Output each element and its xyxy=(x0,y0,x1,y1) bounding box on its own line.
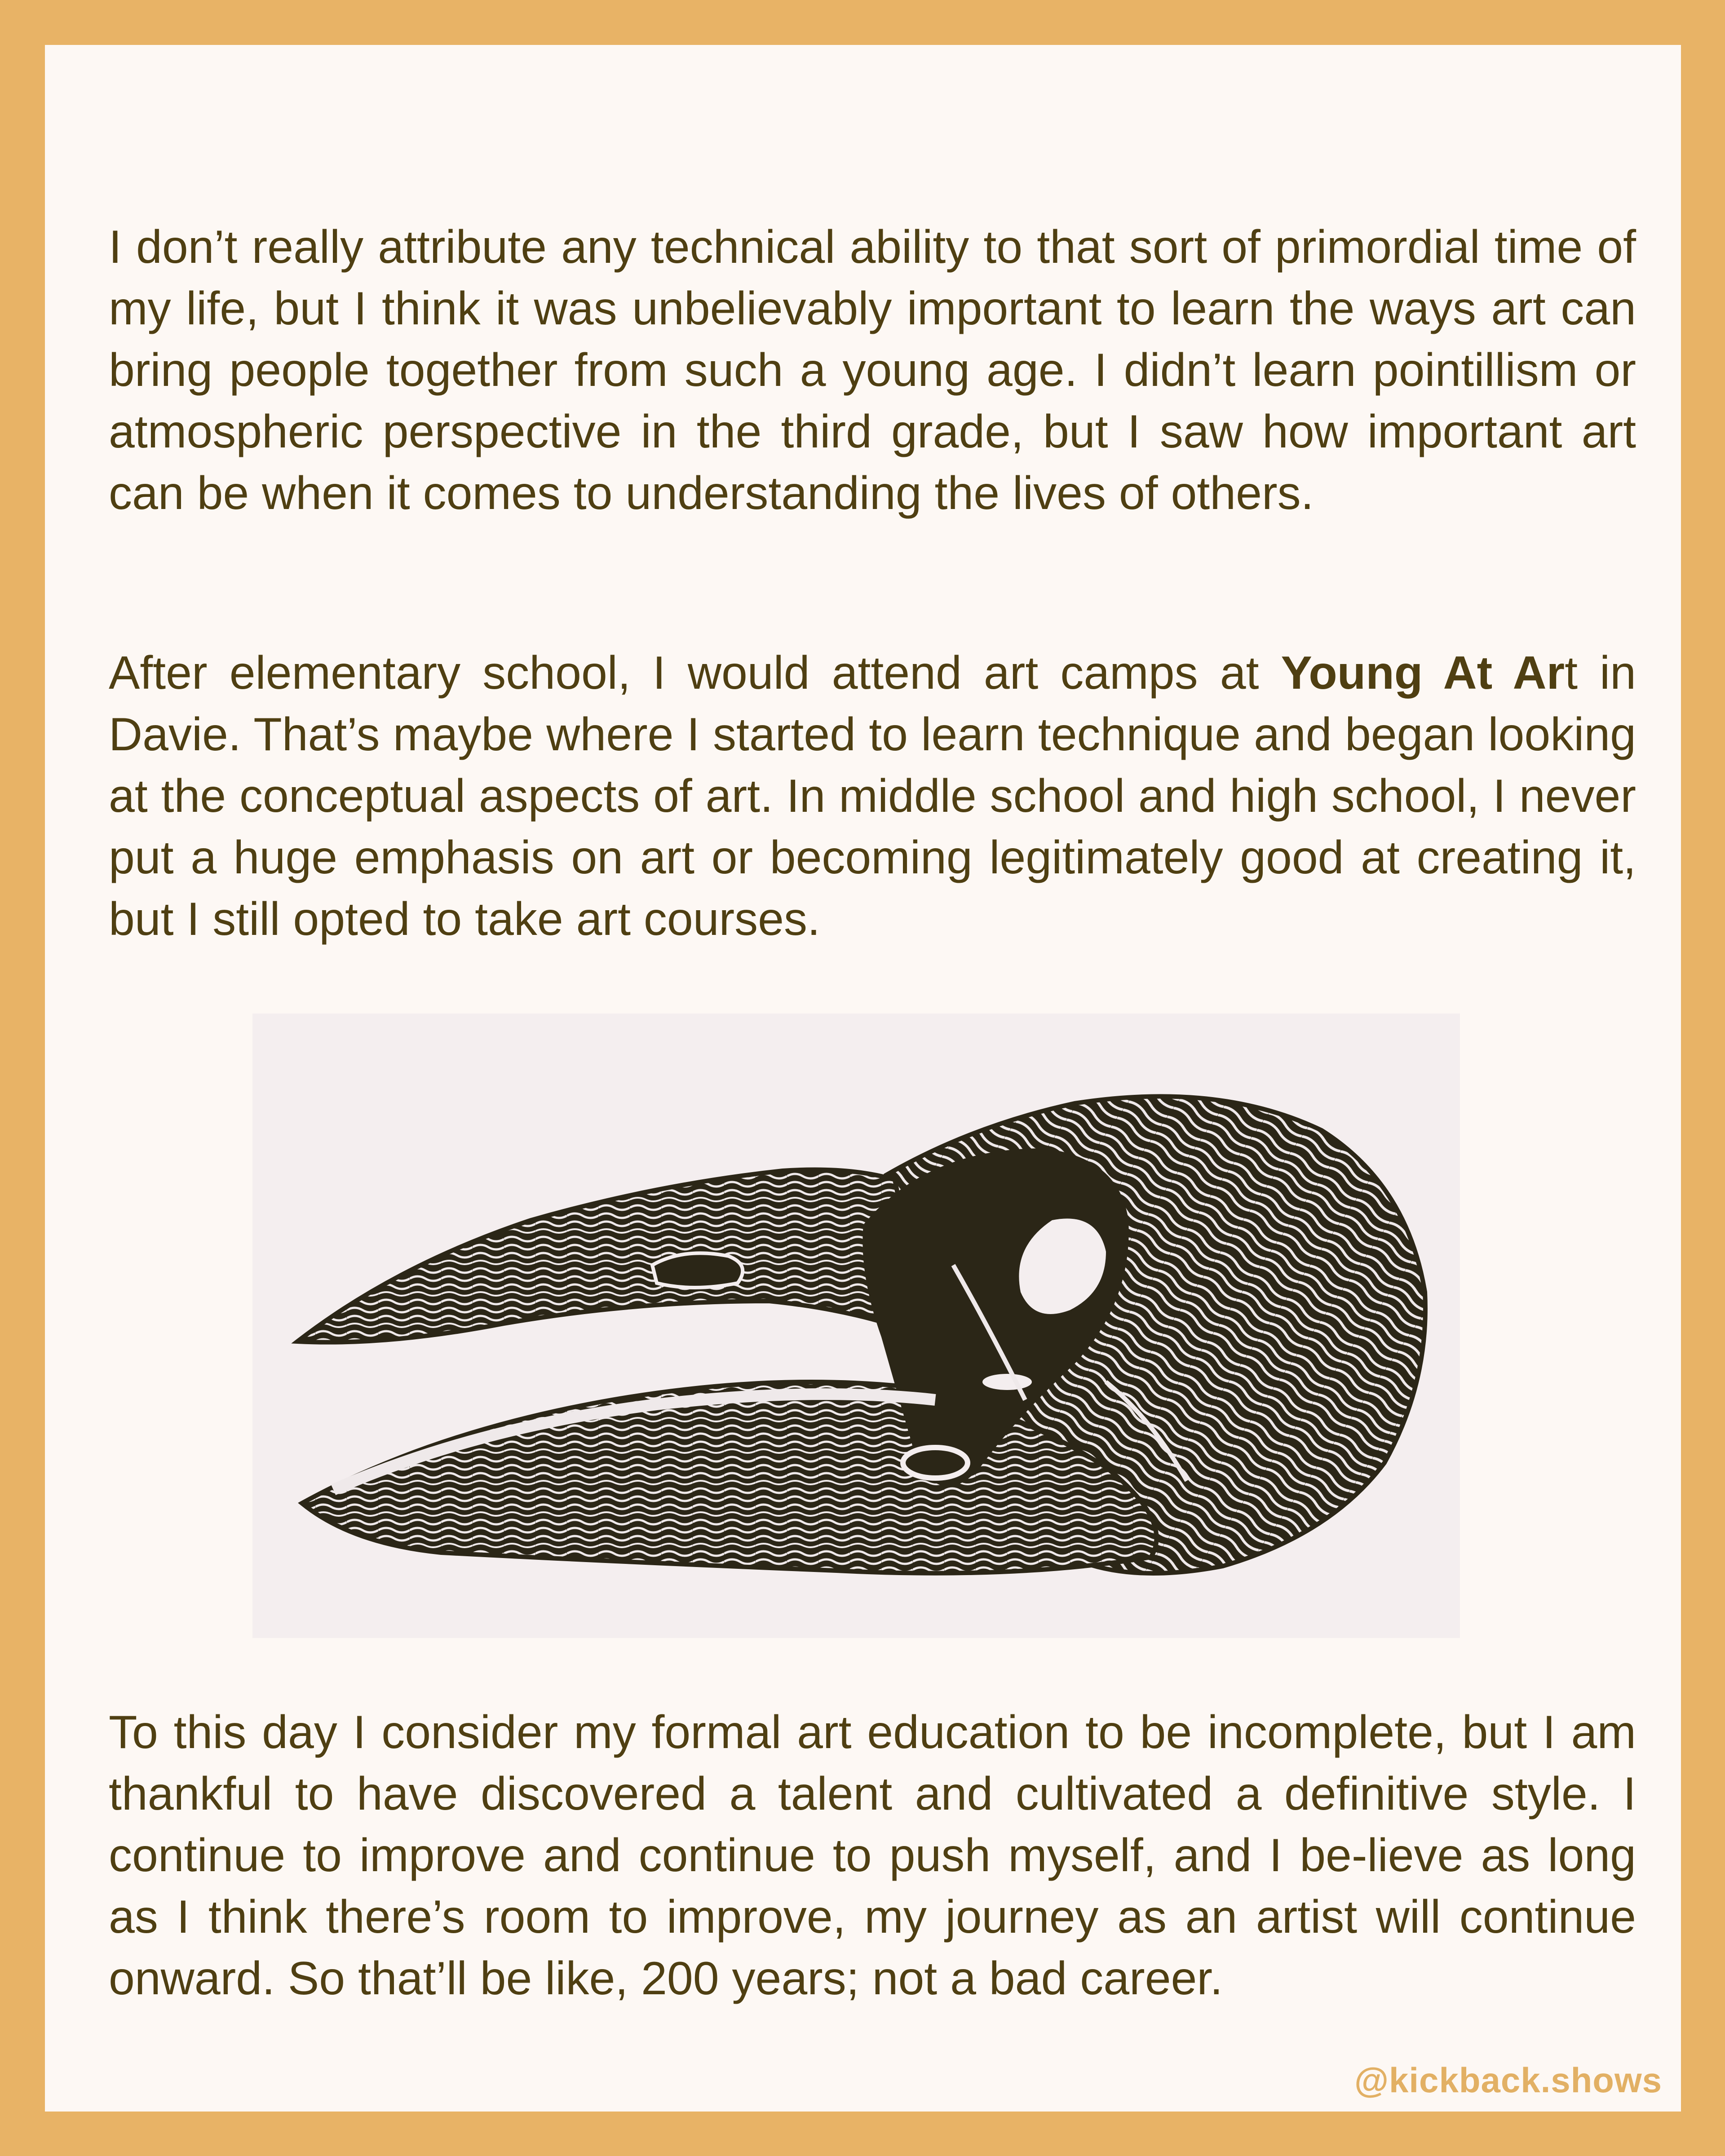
paragraph-young-at-art-intro: After elementary school, I would attend art camps at xyxy=(109,647,1281,699)
social-handle: @kickback.shows xyxy=(1354,2060,1662,2100)
young-at-art-name: Young At Ar xyxy=(1281,647,1565,699)
bird-skull-artwork xyxy=(252,1014,1460,1638)
content-card xyxy=(45,45,1681,2112)
paragraph-conclusion: To this day I consider my formal art education to be incomplete, but I am thankful to have discovered a talent and cultivated a definitive style. I continue to improve and continue to push myself, and I be-lieve as long as I think there’s room to improve, my journey as an artist will continue onward. So that’ll be like, 200 years; not a bad career. xyxy=(109,1706,1636,2005)
beak-hole xyxy=(652,1253,743,1288)
paragraph-young-at-art xyxy=(109,642,1636,950)
jaw-hole xyxy=(903,1448,968,1478)
nostril-hole xyxy=(982,1374,1032,1390)
paragraph-young-at-art-rest: t in Davie. That’s maybe where I started to learn technique and began looking at the conceptual aspects of art. In middle school and high school, I never put a huge emphasis on art or becoming legitimately good at creating it, but I still opted to take art courses. xyxy=(109,647,1636,945)
upper-beak-shape xyxy=(297,1170,926,1342)
paragraph-primordial: I don’t really attribute any technical ability to that sort of primordial time of my life, but I think it was unbelievably important to learn the ways art can bring people together from such a young age. I didn’t learn pointillism or atmospheric perspective in the third grade, but I saw how important art can be when it comes to understanding the lives of others. xyxy=(109,221,1636,519)
bird-skull-drawing xyxy=(252,1014,1460,1638)
